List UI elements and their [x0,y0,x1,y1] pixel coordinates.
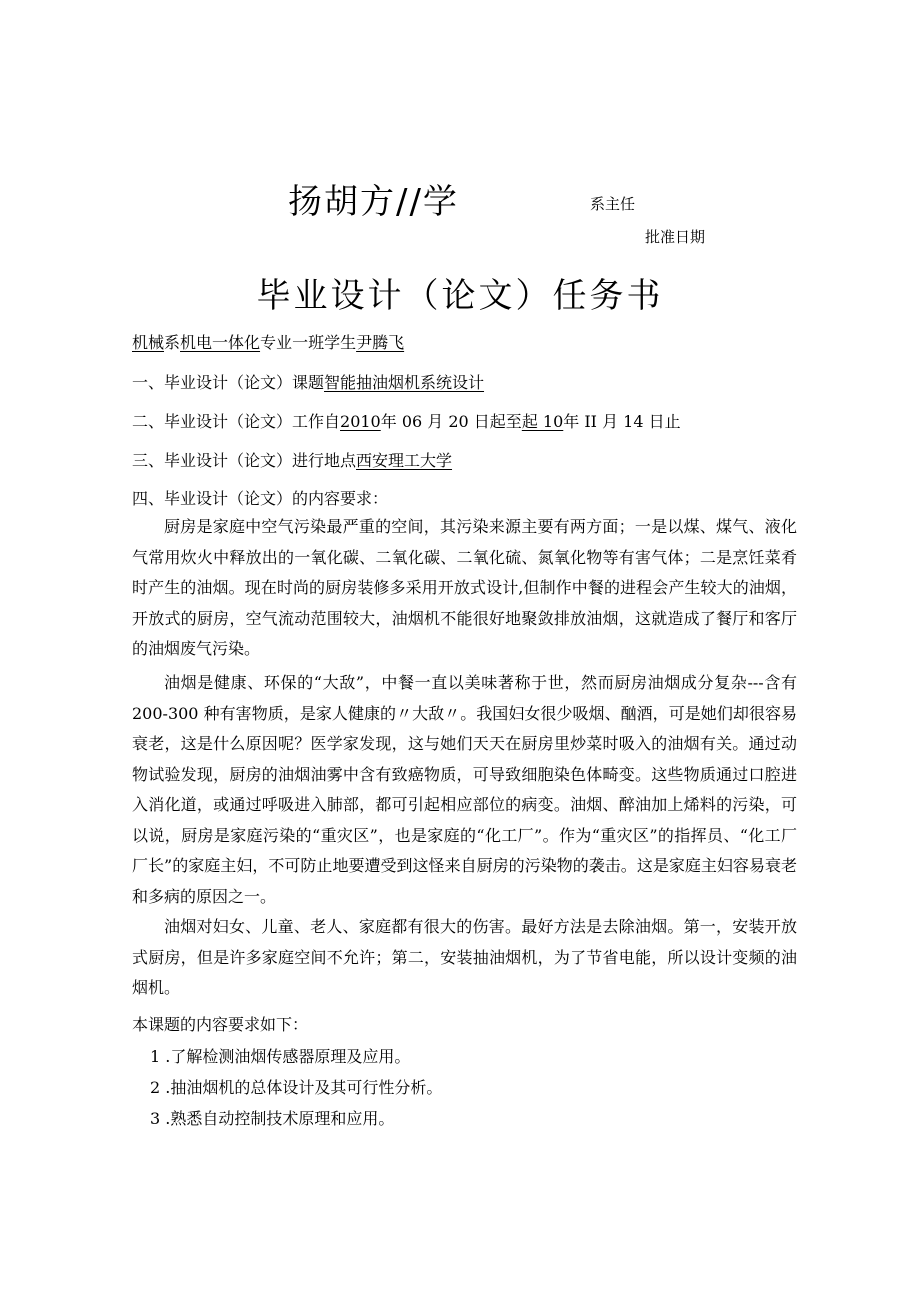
location-value: 西安理工大学 [356,451,453,470]
major-name: 机电一体化 [180,333,261,352]
schedule-line [132,409,681,432]
class-name: 一班 [292,333,325,352]
schedule-rest-b: 年 II 月 14 日止 [563,412,681,431]
topic-value: 智能抽油烟机系统设计 [324,373,485,392]
requirement-item-3: 3 .熟悉自动控制技术原理和应用。 [150,1109,395,1128]
requirement-item-1: 1 .了解检测油烟传感器原理及应用。 [150,1047,411,1066]
document-title: 毕业设计（论文）任务书 [256,276,664,316]
schedule-rest-a: 年 06 月 20 日起至 [380,412,522,431]
paragraph-1: 厨房是家庭中空气污染最严重的空间，其污染来源主要有两方面；一是以煤、煤气、液化气常用炊火中释放出的一氧化碳、二氧化碳、二氧化硫、氮氧化物等有害气体；二是烹饪菜肴时产生的油烟。现在时尚的厨房装修多采用开放式设计,但制作中餐的进程会产生较大的油烟，开放式的厨房，空气流动范围较大，油烟机不能很好地聚敛排放油烟，这就造成了餐厅和客厅的油烟废气污染。 [132,517,797,658]
paragraph-2: 油烟是健康、环保的“大敌”，中餐一直以美味著称于世，然而厨房油烟成分复杂---含有 200-300 种有害物质，是家人健康的〃大敌〃。我国妇女很少吸烟、酗酒，可是她们却很容易衰老，这是什么原因呢？医学家发现，这与她们天天在厨房里炒菜时吸入的油烟有关。通过动物试验发现，厨房的油烟油雾中含有致癌物质，可导致细胞染色体畸变。这些物质通过口腔进入消化道，或通过呼吸进入肺部，都可引起相应部位的病变。油烟、醉油加上烯料的污染，可以说，厨房是家庭污染的“重灾区”，也是家庭的“化工厂”。作为“重灾区”的指挥员、“化工厂厂长”的家庭主妇，不可防止地要遭受到这怪来自厨房的污染物的袭击。这是家庭主妇容易衰老和多病的原因之一。 [132,673,797,906]
schedule-end-year: 起 10 [521,412,564,431]
location-line [132,448,452,471]
dept-name: 机械 [132,333,165,352]
major-suffix: 专业 [260,333,293,352]
schedule-label: 二、毕业设计（论文）工作自 [132,412,341,431]
schedule-start-year: 2010 [340,412,381,431]
topic-line [132,370,484,393]
requirements-heading: 本课题的内容要求如下： [132,1015,309,1034]
header-line [132,330,404,353]
location-label: 三、毕业设计（论文）进行地点 [132,451,357,470]
student-label: 学生 [324,333,357,352]
requirement-item-2: 2 .抽油烟机的总体设计及其可行性分析。 [150,1078,443,1097]
student-name: 尹腾飞 [356,333,405,352]
topic-label: 一、毕业设计（论文）课题 [132,373,325,392]
content-heading: 四、毕业设计（论文）的内容要求： [132,489,389,508]
dept-head-label: 系主任 [590,195,636,213]
approve-date-label: 批准日期 [645,228,706,246]
paragraph-3: 油烟对妇女、儿童、老人、家庭都有很大的伤害。最好方法是去除油烟。第一，安装开放式厨房，但是许多家庭空间不允许；第二，安装抽油烟机，为了节省电能，所以设计变频的油烟机。 [132,917,797,997]
signature-name: 扬胡方//学 [288,182,459,222]
dept-suffix: 系 [164,333,181,352]
